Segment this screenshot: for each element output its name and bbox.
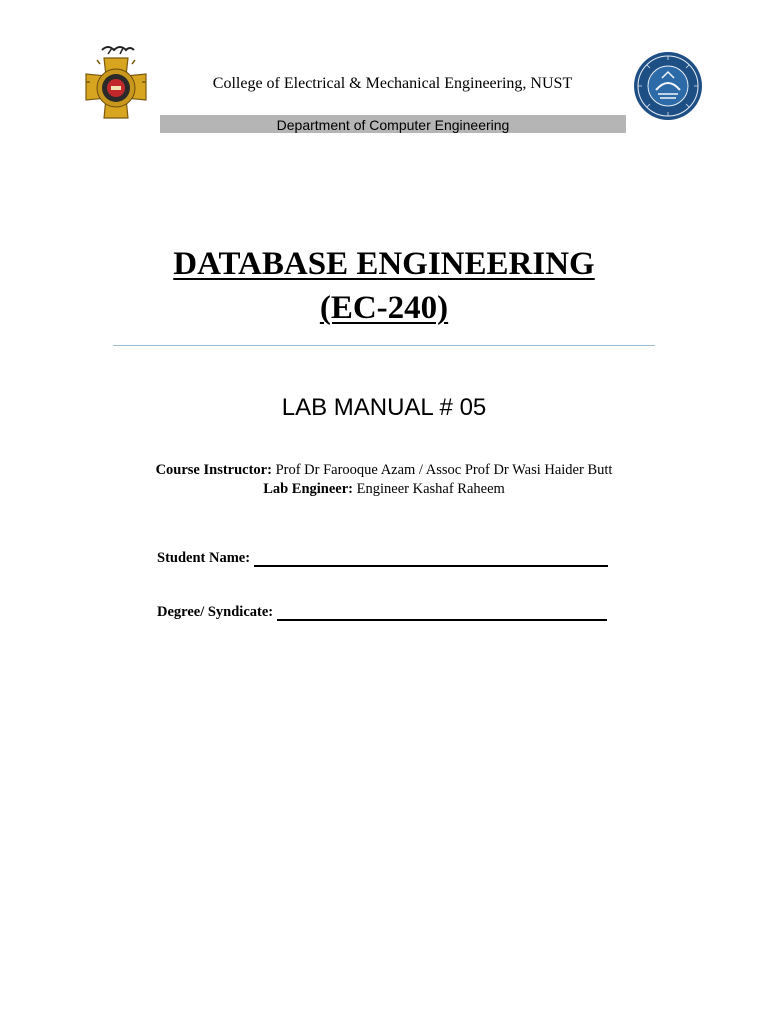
engineer-label: Lab Engineer: (263, 481, 354, 497)
degree-syndicate-row (157, 604, 607, 621)
course-title-line-1: DATABASE ENGINEERING (173, 246, 595, 282)
degree-syndicate-blank[interactable] (277, 605, 607, 621)
staff-info (84, 461, 684, 499)
instructor-label: Course Instructor: (155, 462, 272, 478)
divider-rule (113, 345, 655, 346)
lab-manual-number: LAB MANUAL # 05 (281, 394, 487, 421)
engineer-value: Engineer Kashaf Raheem (353, 481, 505, 497)
college-crest-logo (78, 42, 154, 122)
instructor-line (84, 461, 684, 480)
course-title (100, 242, 668, 330)
college-name: College of Electrical & Mechanical Engineering, NUST (212, 75, 573, 92)
student-name-label: Student Name: (157, 550, 251, 566)
student-name-row (157, 550, 608, 567)
university-seal-icon (632, 50, 704, 122)
engineer-line (84, 480, 684, 499)
college-crest-icon (78, 42, 154, 122)
student-name-blank[interactable] (254, 551, 608, 567)
department-name: Department of Computer Engineering (276, 117, 510, 133)
department-banner (160, 115, 626, 133)
degree-syndicate-label: Degree/ Syndicate: (157, 604, 274, 620)
course-title-line-2: (EC-240) (319, 290, 449, 326)
instructor-value: Prof Dr Farooque Azam / Assoc Prof Dr Wasi Haider Butt (271, 462, 613, 478)
university-seal-logo (632, 50, 704, 122)
